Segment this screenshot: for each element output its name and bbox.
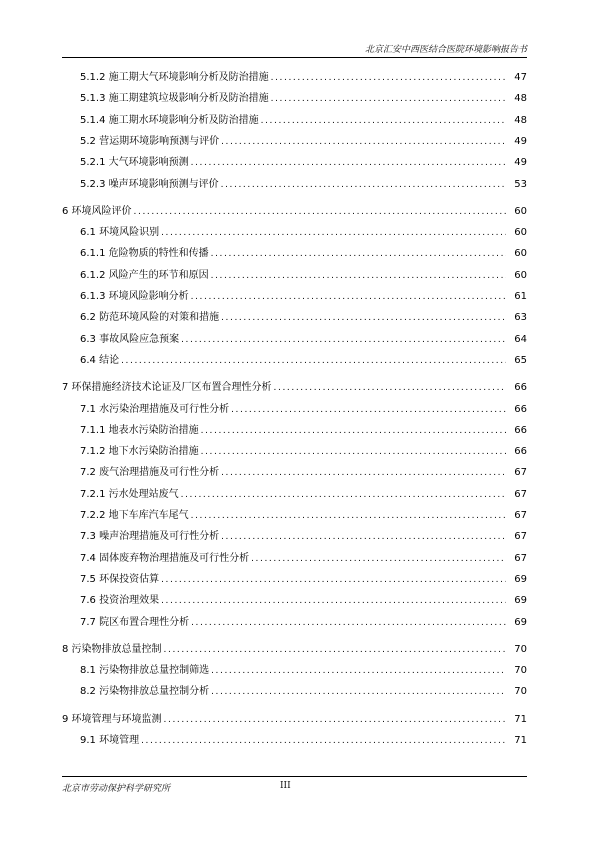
toc-entry-title: 7.1.1 地表水污染防治措施 <box>80 424 199 436</box>
toc-leader-dots <box>221 175 506 195</box>
toc-leader-dots <box>161 591 506 611</box>
toc-entry[interactable] <box>80 223 527 243</box>
toc-entry-title: 7.3 噪声治理措施及可行性分析 <box>80 531 220 543</box>
toc-leader-dots <box>211 244 506 264</box>
toc-entry-title: 5.2.3 噪声环境影响预测与评价 <box>80 178 219 190</box>
toc-leader-dots <box>221 527 506 547</box>
toc-leader-dots <box>221 463 506 483</box>
toc-entry-page-number: 70 <box>514 686 527 698</box>
toc-entry-page-number: 70 <box>514 643 527 655</box>
toc-leader-dots <box>161 570 506 590</box>
toc-entry[interactable] <box>80 442 527 462</box>
toc-entry-title: 5.1.3 施工期建筑垃圾影响分析及防治措施 <box>80 93 269 105</box>
footer-page-number: III <box>280 781 291 791</box>
toc-entry-title: 9.1 环境管理 <box>80 735 140 746</box>
toc-leader-dots <box>261 111 506 131</box>
toc-entry-page-number: 47 <box>514 72 527 83</box>
toc-entry-title: 6.1.3 环境风险影响分析 <box>80 291 189 302</box>
toc-entry[interactable] <box>80 613 527 633</box>
toc-entry[interactable] <box>80 308 527 328</box>
toc-entry-page-number: 66 <box>514 424 527 436</box>
toc-entry[interactable] <box>80 549 527 569</box>
toc-entry-page-number: 64 <box>514 333 527 345</box>
toc-entry[interactable] <box>80 287 527 307</box>
toc-leader-dots <box>191 506 506 526</box>
toc-entry-title: 7.7 院区布置合理性分析 <box>80 616 190 628</box>
toc-entry-page-number: 66 <box>514 382 527 394</box>
toc-entry-title: 6.1.2 风险产生的环节和原因 <box>80 269 209 281</box>
toc-leader-dots <box>274 378 506 398</box>
toc-entry-page-number: 67 <box>514 488 527 500</box>
toc-entry[interactable] <box>80 570 527 590</box>
toc-entry-page-number: 63 <box>514 312 527 324</box>
toc-entry-title: 7.4 固体废弃物治理措施及可行性分析 <box>80 552 250 564</box>
toc-entry[interactable] <box>80 244 527 264</box>
toc-entry[interactable] <box>62 202 527 222</box>
toc-leader-dots <box>201 442 506 462</box>
toc-entry-page-number: 48 <box>514 114 527 126</box>
toc-entry-title: 7.1.2 地下水污染防治措施 <box>80 446 199 458</box>
header-divider <box>62 57 527 58</box>
toc-entry-title: 7.6 投资治理效果 <box>80 595 160 607</box>
toc-entry-title: 5.1.2 施工期大气环境影响分析及防治措施 <box>80 72 269 83</box>
toc-entry-page-number: 48 <box>514 93 527 105</box>
toc-leader-dots <box>191 287 506 307</box>
toc-entry-page-number: 49 <box>514 135 527 147</box>
toc-leader-dots <box>181 330 506 350</box>
toc-entry[interactable] <box>80 266 527 286</box>
toc-entry-page-number: 67 <box>514 467 527 479</box>
toc-entry[interactable] <box>80 661 527 681</box>
toc-entry-page-number: 66 <box>514 446 527 458</box>
toc-leader-dots <box>211 682 506 702</box>
toc-entry-title: 5.2.1 大气环境影响预测 <box>80 157 189 169</box>
toc-leader-dots <box>134 202 506 222</box>
toc-leader-dots <box>164 640 506 660</box>
toc-entry-page-number: 60 <box>514 227 527 239</box>
toc-entry[interactable] <box>80 153 527 173</box>
toc-entry[interactable] <box>80 731 527 751</box>
toc-entry-page-number: 49 <box>514 157 527 169</box>
toc-entry[interactable] <box>80 506 527 526</box>
toc-entry-title: 7 环保措施经济技术论证及厂区布置合理性分析 <box>62 382 272 394</box>
toc-leader-dots <box>211 266 506 286</box>
toc-entry-page-number: 70 <box>514 665 527 677</box>
toc-leader-dots <box>161 223 506 243</box>
toc-entry-title: 7.2.2 地下车库汽车尾气 <box>80 510 189 521</box>
toc-entry-page-number: 60 <box>514 248 527 260</box>
toc-entry-title: 6 环境风险评价 <box>62 205 132 217</box>
toc-entry-page-number: 69 <box>514 595 527 607</box>
toc-entry[interactable] <box>80 330 527 350</box>
toc-leader-dots <box>221 132 506 152</box>
toc-entry[interactable] <box>80 89 527 109</box>
toc-leader-dots <box>271 89 506 109</box>
toc-entry-page-number: 60 <box>514 269 527 281</box>
toc-entry[interactable] <box>80 68 527 88</box>
toc-leader-dots <box>191 613 506 633</box>
toc-entry[interactable] <box>80 351 527 371</box>
toc-entry-title: 6.1 环境风险识别 <box>80 227 160 239</box>
toc-entry[interactable] <box>80 175 527 195</box>
toc-leader-dots <box>231 400 506 420</box>
toc-entry-title: 8.2 污染物排放总量控制分析 <box>80 686 210 698</box>
toc-entry-page-number: 60 <box>514 205 527 217</box>
toc-entry-title: 8 污染物排放总量控制 <box>62 643 162 655</box>
toc-entry[interactable] <box>62 378 527 398</box>
toc-leader-dots <box>271 68 506 88</box>
toc-entry-page-number: 71 <box>514 735 527 746</box>
toc-entry-title: 7.2.1 污水处理站废气 <box>80 488 179 500</box>
toc-entry-title: 6.4 结论 <box>80 354 120 366</box>
toc-leader-dots <box>211 661 506 681</box>
toc-entry-page-number: 61 <box>514 291 527 302</box>
toc-leader-dots <box>191 153 506 173</box>
toc-entry[interactable] <box>80 421 527 441</box>
toc-leader-dots <box>181 485 506 505</box>
toc-entry[interactable] <box>80 132 527 152</box>
toc-entry[interactable] <box>62 640 527 660</box>
toc-entry-page-number: 65 <box>514 354 527 366</box>
toc-leader-dots <box>164 710 506 730</box>
toc-entry-page-number: 53 <box>514 178 527 190</box>
toc-entry-title: 8.1 污染物排放总量控制筛选 <box>80 665 210 677</box>
toc-entry-title: 6.3 事故风险应急预案 <box>80 333 180 345</box>
toc-entry-page-number: 66 <box>514 403 527 415</box>
toc-entry-page-number: 67 <box>514 552 527 564</box>
toc-entry[interactable] <box>80 400 527 420</box>
toc-leader-dots <box>201 421 506 441</box>
toc-entry-page-number: 67 <box>514 531 527 543</box>
toc-entry-page-number: 69 <box>514 573 527 585</box>
toc-entry-title: 7.1 水污染治理措施及可行性分析 <box>80 403 230 415</box>
toc-entry-title: 5.1.4 施工期水环境影响分析及防治措施 <box>80 114 259 126</box>
toc-entry-title: 7.2 废气治理措施及可行性分析 <box>80 467 220 479</box>
footer-divider <box>62 776 527 777</box>
toc-leader-dots <box>221 308 506 328</box>
toc-entry[interactable] <box>80 527 527 547</box>
toc-entry[interactable] <box>80 463 527 483</box>
toc-entry-page-number: 69 <box>514 616 527 628</box>
toc-entry-page-number: 71 <box>514 713 527 725</box>
toc-leader-dots <box>141 731 506 751</box>
toc-leader-dots <box>121 351 506 371</box>
toc-entry-title: 5.2 营运期环境影响预测与评价 <box>80 135 220 147</box>
toc-entry[interactable] <box>80 682 527 702</box>
footer-organization: 北京市劳动保护科学研究所 <box>62 784 171 794</box>
toc-entry[interactable] <box>80 485 527 505</box>
toc-entry-title: 6.1.1 危险物质的特性和传播 <box>80 248 209 260</box>
toc-entry[interactable] <box>80 591 527 611</box>
toc-entry[interactable] <box>62 710 527 730</box>
toc-leader-dots <box>251 549 506 569</box>
toc-entry[interactable] <box>80 111 527 131</box>
toc-entry-title: 9 环境管理与环境监测 <box>62 713 162 725</box>
document-title: 北京汇安中西医结合医院环境影响报告书 <box>364 45 527 55</box>
toc-entry-title: 7.5 环保投资估算 <box>80 573 160 585</box>
toc-entry-page-number: 67 <box>514 510 527 521</box>
toc-entry-title: 6.2 防范环境风险的对策和措施 <box>80 312 220 324</box>
